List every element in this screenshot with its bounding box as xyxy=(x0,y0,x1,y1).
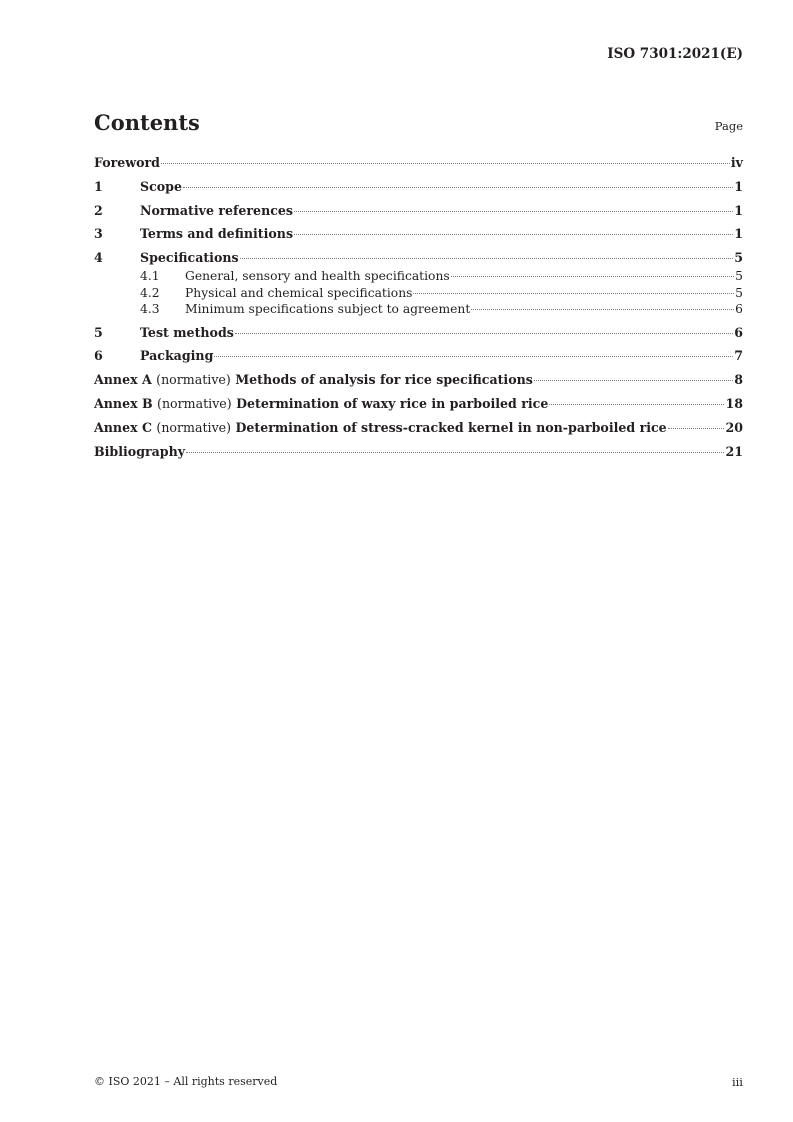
toc-entry-bibliography[interactable] xyxy=(94,444,743,463)
dot-leader xyxy=(186,452,724,453)
toc-entry-number: 1 xyxy=(94,178,103,194)
toc-entry-terms-and-definitions[interactable] xyxy=(94,226,743,245)
toc-subentry-number: 4.2 xyxy=(140,285,160,300)
toc-entry-page: 1 xyxy=(734,178,743,194)
toc-entry-page: 7 xyxy=(734,348,743,364)
toc-entry-title: Normative references xyxy=(140,202,294,218)
toc-entry-number: 5 xyxy=(94,324,103,340)
toc-entry-page: 5 xyxy=(734,250,743,266)
toc-entry-number: 2 xyxy=(94,202,103,218)
annex-nature: (normative) xyxy=(156,372,231,388)
annex-label: Annex B xyxy=(94,396,153,412)
toc-subentry-general-specifications[interactable] xyxy=(94,269,743,286)
annex-nature: (normative) xyxy=(157,396,232,412)
toc-subentry-title: Minimum specifications subject to agreement xyxy=(185,302,471,317)
toc-entry-page: iv xyxy=(730,155,743,170)
document-id: ISO 7301:2021(E) xyxy=(607,46,743,62)
toc-entry-title: Foreword xyxy=(94,155,160,170)
toc-subentry-title: General, sensory and health specifications xyxy=(185,269,450,284)
toc-entry-page: 6 xyxy=(734,324,743,340)
copyright-notice: © ISO 2021 – All rights reserved xyxy=(94,1075,278,1088)
toc-entry-annex-c[interactable] xyxy=(94,420,743,439)
toc-entry-title: Test methods xyxy=(140,324,234,340)
dot-leader xyxy=(235,333,733,334)
annex-label: Annex A xyxy=(94,372,152,388)
toc-entry-title: Terms and definitions xyxy=(140,226,294,242)
dot-leader xyxy=(294,234,733,235)
toc-entry-test-methods[interactable] xyxy=(94,325,743,344)
toc-entry-page: 21 xyxy=(725,443,743,459)
toc-entry-page: 1 xyxy=(734,226,743,242)
toc-entry-page: 1 xyxy=(734,202,743,218)
toc-entry-title: Bibliography xyxy=(94,443,186,459)
annex-heading: Determination of stress-cracked kernel in non-parboiled rice xyxy=(235,419,667,435)
toc-entry-page: 18 xyxy=(725,396,743,412)
toc-subentry-minimum-specifications[interactable] xyxy=(94,302,743,319)
toc-subentry-page: 5 xyxy=(735,269,743,284)
toc-entry-page: 20 xyxy=(725,419,743,435)
toc-entry-title: Scope xyxy=(140,178,182,194)
dot-leader xyxy=(161,163,730,164)
toc-subentry-number: 4.3 xyxy=(140,302,160,317)
dot-leader xyxy=(413,293,734,294)
dot-leader xyxy=(668,428,725,429)
page-column-label: Page xyxy=(714,119,743,133)
dot-leader xyxy=(214,356,733,357)
dot-leader xyxy=(549,404,724,405)
dot-leader xyxy=(183,187,733,188)
toc-entry-scope[interactable] xyxy=(94,179,743,198)
toc-subentry-page: 6 xyxy=(735,302,743,317)
toc-entry-title: Packaging xyxy=(140,348,214,364)
toc-entry-number: 6 xyxy=(94,348,103,364)
page-number: iii xyxy=(731,1075,743,1089)
toc-subentry-number: 4.1 xyxy=(140,269,160,284)
annex-heading: Determination of waxy rice in parboiled rice xyxy=(236,396,549,412)
toc-annex-title xyxy=(94,396,548,411)
dot-leader xyxy=(240,258,734,259)
toc-subentry-physical-chemical-specifications[interactable] xyxy=(94,286,743,303)
toc-subentry-page: 5 xyxy=(735,285,743,300)
annex-nature: (normative) xyxy=(156,419,232,435)
toc-entry-title: Specifications xyxy=(140,250,239,266)
toc-entry-number: 4 xyxy=(94,250,103,266)
toc-entry-annex-a[interactable] xyxy=(94,372,743,391)
toc-entry-number: 3 xyxy=(94,226,103,242)
dot-leader xyxy=(471,309,734,310)
toc-entry-packaging[interactable] xyxy=(94,348,743,367)
toc-annex-title xyxy=(94,420,667,435)
annex-label: Annex C xyxy=(94,419,153,435)
toc-entry-annex-b[interactable] xyxy=(94,396,743,415)
toc-entry-foreword[interactable] xyxy=(94,155,743,174)
toc-subentry-title: Physical and chemical specifications xyxy=(185,285,413,300)
dot-leader xyxy=(534,380,733,381)
table-of-contents xyxy=(94,155,743,467)
toc-annex-title xyxy=(94,372,533,387)
toc-entry-specifications[interactable] xyxy=(94,250,743,269)
annex-heading: Methods of analysis for rice specifications xyxy=(235,372,533,388)
dot-leader xyxy=(451,276,734,277)
toc-entry-normative-references[interactable] xyxy=(94,203,743,222)
dot-leader xyxy=(294,211,733,212)
contents-title: Contents xyxy=(94,110,200,135)
toc-entry-page: 8 xyxy=(734,372,743,388)
